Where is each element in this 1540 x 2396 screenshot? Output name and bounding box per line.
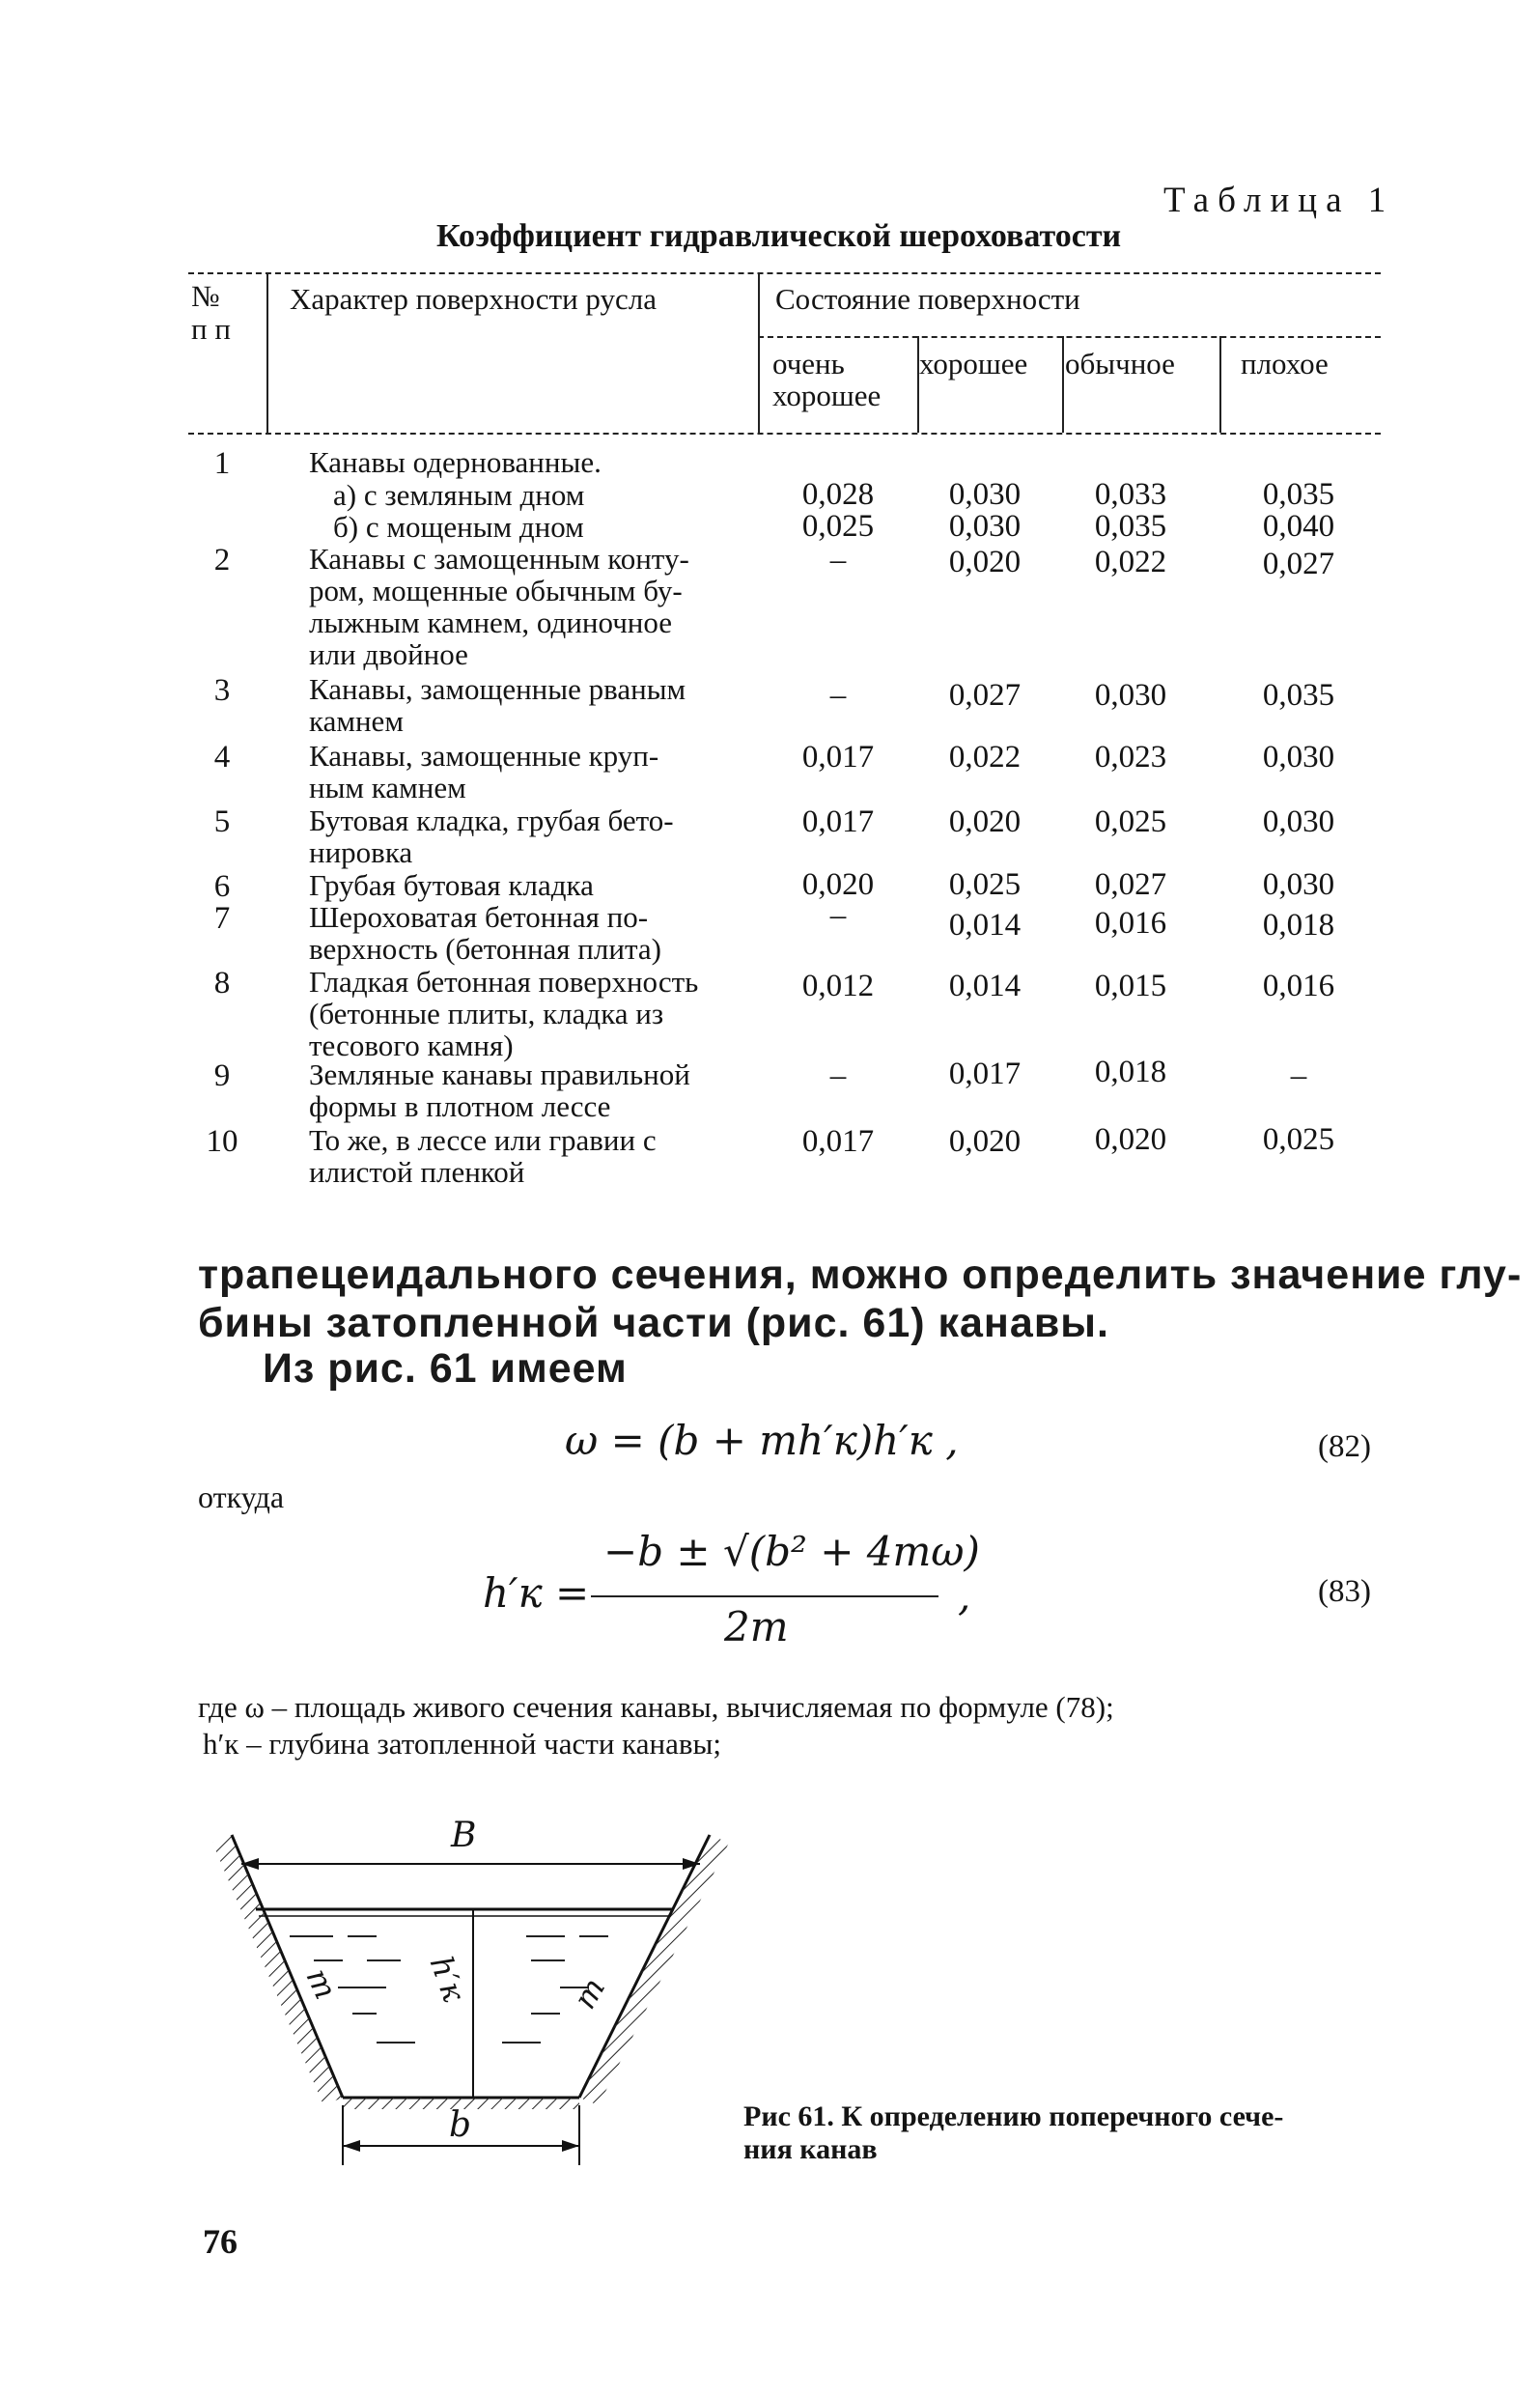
paragraph-line1: трапецеидального сечения, можно определить значение глу- <box>198 1252 1523 1298</box>
row-description <box>309 1058 792 1122</box>
row-description-line: илистой пленкой <box>309 1155 525 1189</box>
value-normal: 0,022 <box>1094 545 1167 579</box>
value-good: 0,020 <box>948 1124 1022 1159</box>
figure-caption-line1: Рис 61. К определению поперечного сече- <box>743 2100 1284 2132</box>
header-num <box>191 280 231 346</box>
col-divider-5 <box>1219 336 1221 433</box>
paragraph-line2: бины затопленной части (рис. 61) канавы. <box>198 1300 1109 1346</box>
value-normal: 0,023 <box>1094 740 1167 775</box>
value-good: 0,022 <box>948 740 1022 775</box>
table-label: Таблица 1 <box>1163 181 1395 220</box>
value-very-good: – <box>829 543 847 578</box>
where-line2: h′к – глубина затопленной части канавы; <box>203 1727 721 1761</box>
value-normal: 0,018 <box>1094 1055 1167 1089</box>
value-bad: 0,018 <box>1262 908 1335 943</box>
row-description <box>309 901 792 965</box>
header-bad: плохое <box>1241 347 1329 381</box>
row-description: Канавы одернованные. <box>309 445 602 479</box>
arrow-b-left <box>343 2140 360 2152</box>
value-good: 0,030 <box>948 477 1022 512</box>
value-bad: 0,030 <box>1262 804 1335 839</box>
arrow-b-right <box>562 2140 579 2152</box>
value-very-good: – <box>829 678 847 713</box>
row-description-line: ром, мощенные обычным бу- <box>309 574 683 607</box>
row-description-line: нировка <box>309 835 413 869</box>
row-number: 8 <box>213 966 231 1001</box>
value-bad: 0,025 <box>1262 1122 1335 1157</box>
value-bad: 0,027 <box>1262 547 1335 581</box>
value-bad: 0,040 <box>1262 509 1335 544</box>
row-number: 2 <box>213 543 231 578</box>
value-bad: 0,016 <box>1262 969 1335 1003</box>
row-description: а) с земляным дном <box>333 478 585 512</box>
row-number: 3 <box>213 673 231 708</box>
formula-83-denominator: 2m <box>724 1603 789 1650</box>
figure-caption <box>743 2100 1283 2166</box>
value-normal: 0,025 <box>1094 804 1167 839</box>
label-m-right: m <box>566 1971 613 2015</box>
value-normal: 0,015 <box>1094 969 1167 1003</box>
value-very-good: 0,025 <box>801 509 875 544</box>
row-description-line: То же, в лессе или гравии с <box>309 1123 657 1157</box>
value-very-good: 0,017 <box>801 804 875 839</box>
row-description-line: Земляные канавы правильной <box>309 1057 690 1091</box>
value-normal: 0,020 <box>1094 1122 1167 1157</box>
row-description-line: Канавы, замощенные рваным <box>309 672 686 706</box>
header-surface: Характер поверхности русла <box>290 282 658 316</box>
value-normal: 0,033 <box>1094 477 1167 512</box>
table-title: Коэффициент гидравлической шероховатости <box>436 218 1122 254</box>
row-number: 10 <box>206 1124 238 1159</box>
row-description <box>309 543 792 670</box>
header-bottom-rule <box>188 433 1381 435</box>
row-description: Грубая бутовая кладка <box>309 868 594 902</box>
figure-caption-line2: ния канав <box>743 2133 878 2165</box>
subheader-rule <box>758 336 1381 338</box>
value-good: 0,027 <box>948 678 1022 713</box>
label-B: B <box>451 1816 477 1855</box>
value-good: 0,014 <box>948 908 1022 943</box>
value-bad: 0,030 <box>1262 867 1335 902</box>
header-normal: обычное <box>1065 347 1175 381</box>
row-description <box>309 673 792 737</box>
row-description-line: Шероховатая бетонная по- <box>309 900 649 934</box>
right-slope-hatch <box>579 1835 729 2105</box>
value-very-good: 0,020 <box>801 867 875 902</box>
row-description: б) с мощеным дном <box>333 510 584 544</box>
row-number: 1 <box>213 446 231 481</box>
header-good: хорошее <box>919 347 1028 381</box>
row-description <box>309 740 792 803</box>
value-very-good: 0,017 <box>801 740 875 775</box>
value-very-good: 0,028 <box>801 477 875 512</box>
row-description-line: (бетонные плиты, кладка из <box>309 997 664 1030</box>
formula-82: ω = (b + mh′к)h′к , <box>565 1417 959 1464</box>
value-good: 0,020 <box>948 545 1022 579</box>
row-description-line: формы в плотном лессе <box>309 1089 611 1123</box>
value-normal: 0,016 <box>1094 906 1167 941</box>
header-num-line2: п п <box>191 312 231 346</box>
equation-number-83: (83) <box>1318 1574 1371 1609</box>
value-good: 0,014 <box>948 969 1022 1003</box>
value-very-good: 0,017 <box>801 1124 875 1159</box>
row-description <box>309 1124 792 1188</box>
row-description-line: Канавы с замощенным конту- <box>309 542 689 576</box>
formula-83-comma: , <box>958 1572 971 1620</box>
row-description-line: верхность (бетонная плита) <box>309 932 661 966</box>
value-good: 0,020 <box>948 804 1022 839</box>
value-normal: 0,035 <box>1094 509 1167 544</box>
value-very-good: – <box>829 1058 847 1093</box>
table-top-rule <box>188 272 1381 274</box>
col-divider-2 <box>758 272 760 433</box>
equation-number-82: (82) <box>1318 1429 1371 1464</box>
row-description-line: тесового камня) <box>309 1029 514 1062</box>
row-description-line: или двойное <box>309 637 468 671</box>
value-good: 0,017 <box>948 1057 1022 1091</box>
where-line1: где ω – площадь живого сечения канавы, вычисляемая по формуле (78); <box>198 1690 1114 1724</box>
value-very-good: – <box>829 898 847 933</box>
value-good: 0,025 <box>948 867 1022 902</box>
value-normal: 0,030 <box>1094 678 1167 713</box>
value-normal: 0,027 <box>1094 867 1167 902</box>
value-bad: 0,030 <box>1262 740 1335 775</box>
col-divider-1 <box>266 272 268 433</box>
value-very-good: 0,012 <box>801 969 875 1003</box>
row-number: 9 <box>213 1058 231 1093</box>
formula-83-numerator: −b ± √(b² + 4mω) <box>603 1528 980 1575</box>
row-number: 5 <box>213 804 231 839</box>
value-bad: 0,035 <box>1262 678 1335 713</box>
page-number: 76 <box>203 2222 238 2261</box>
row-number: 6 <box>213 869 231 904</box>
header-very-good <box>772 348 881 411</box>
row-description-line: Канавы, замощенные круп- <box>309 739 659 773</box>
row-description <box>309 804 792 868</box>
row-description-line: камнем <box>309 704 404 738</box>
row-number: 7 <box>213 901 231 936</box>
header-very-good-line2: хорошее <box>772 379 882 412</box>
paragraph-line3: Из рис. 61 имеем <box>263 1345 628 1392</box>
otkuda-text: откуда <box>198 1480 285 1514</box>
label-m-left: m <box>298 1962 345 2005</box>
row-description-line: Гладкая бетонная поверхность <box>309 965 699 999</box>
row-description-line: ным камнем <box>309 771 466 804</box>
row-number: 4 <box>213 740 231 775</box>
row-description-line: Бутовая кладка, грубая бето- <box>309 803 674 837</box>
header-state: Состояние поверхности <box>775 282 1080 316</box>
formula-83-lhs: h′к = <box>483 1569 590 1617</box>
col-divider-4 <box>1062 336 1064 433</box>
label-b: b <box>449 2105 472 2145</box>
value-bad: 0,035 <box>1262 477 1335 512</box>
value-bad: – <box>1290 1058 1307 1093</box>
fraction-bar <box>591 1595 938 1597</box>
header-very-good-line1: очень <box>772 347 845 381</box>
value-good: 0,030 <box>948 509 1022 544</box>
row-description <box>309 966 792 1061</box>
header-num-line1: № <box>191 279 220 313</box>
label-hk: h′к <box>422 1951 473 2007</box>
row-description-line: лыжным камнем, одиночное <box>309 606 673 639</box>
